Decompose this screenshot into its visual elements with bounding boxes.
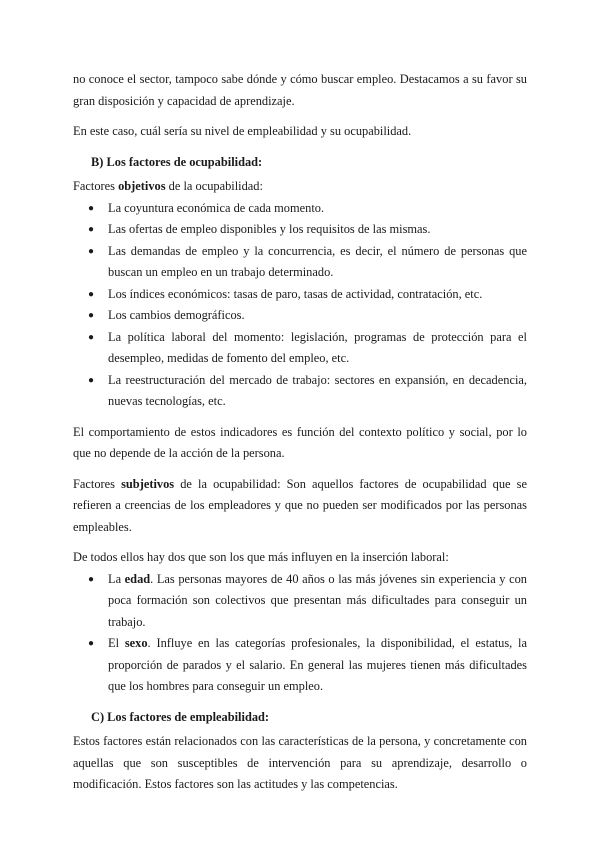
- bullet-icon: ●: [88, 331, 95, 343]
- list-item-text: Los cambios demográficos.: [108, 308, 245, 322]
- influence-list: [73, 569, 527, 698]
- bullet-icon: ●: [88, 638, 95, 649]
- bullet-icon: ●: [88, 374, 95, 386]
- objective-lead-pre: Factores: [73, 179, 119, 193]
- list-item-text: Las ofertas de empleo disponibles y los requisitos de las mismas.: [108, 222, 431, 236]
- bullet-icon: ●: [88, 202, 95, 214]
- bullet-icon: ●: [88, 245, 95, 257]
- bullet-icon: ●: [88, 224, 95, 235]
- list-item-text: La política laboral del momento: legislación, programas de protección para el desempleo, medidas de fomento del empleo, etc.: [108, 329, 527, 365]
- influence-pre: El: [108, 636, 125, 650]
- intro-paragraph: no conoce el sector, tampoco sabe dónde y cómo buscar empleo. Destacamos a su favor su gran disposición y capacidad de aprendizaje.: [73, 72, 527, 108]
- influence-pre: La: [108, 571, 125, 586]
- influence-post: . Influye en las categorías profesionales, la disponibilidad, el estatus, la proporción de parados y el salario. En general las mujeres tienen más dificultades que los hombres para conseguir un empleo.: [108, 636, 528, 693]
- influence-lead: De todos ellos hay dos que son los que más influyen en la inserción laboral:: [73, 550, 449, 564]
- list-item-text: Los índices económicos: tasas de paro, tasas de actividad, contratación, etc.: [108, 286, 483, 301]
- list-item: [73, 569, 527, 634]
- context-paragraph: El comportamiento de estos indicadores es función del contexto político y social, por lo que no depende de la acción de la persona.: [73, 424, 527, 460]
- objective-factors-lead: [73, 176, 527, 198]
- objective-lead-post: de la ocupabilidad:: [165, 179, 263, 193]
- influence-bold: edad: [124, 571, 151, 586]
- list-item: [73, 327, 527, 370]
- section-c-heading: C) Los factores de empleabilidad:: [91, 709, 270, 724]
- section-c-body: Estos factores están relacionados con las características de la persona, y concretamente con aquellas que son susceptibles de intervención para su aprendizaje, desarrollo o modificación. Estos factores son las actitudes y las competencias.: [73, 734, 527, 791]
- list-item: [73, 198, 527, 220]
- subjective-pre: Factores: [73, 476, 122, 491]
- list-item: [73, 305, 527, 327]
- list-item: [73, 219, 527, 241]
- list-item-text: Las demandas de empleo y la concurrencia, es decir, el número de personas que buscan un empleo en un trabajo determinado.: [108, 243, 527, 279]
- list-item: [73, 633, 527, 698]
- bullet-icon: ●: [88, 310, 95, 321]
- bullet-icon: ●: [88, 573, 95, 585]
- list-item-text: La coyuntura económica de cada momento.: [108, 200, 325, 215]
- page-content: [73, 69, 527, 796]
- influence-post: . Las personas mayores de 40 años o las más jóvenes sin experiencia y con poca formación son colectivos que presentan más dificultades para conseguir un trabajo.: [108, 571, 527, 629]
- list-item-text: La reestructuración del mercado de trabajo: sectores en expansión, en decadencia, nuevas tecnologías, etc.: [108, 372, 527, 408]
- objective-lead-bold: objetivos: [118, 179, 166, 193]
- list-item: [73, 241, 527, 284]
- subjective-bold: subjetivos: [121, 476, 175, 491]
- section-b-heading: B) Los factores de ocupabilidad:: [91, 154, 263, 169]
- objective-factors-list: [73, 198, 527, 413]
- subjective-factors-paragraph: [73, 474, 527, 539]
- list-item: [73, 370, 527, 413]
- subjective-post: de la ocupabilidad: Son aquellos factores de ocupabilidad que se refieren a creencias de los empleadores y que no pueden ser modificados por las personas empleables.: [73, 476, 527, 534]
- list-item: [73, 284, 527, 306]
- question-paragraph: En este caso, cuál sería su nivel de empleabilidad y su ocupabilidad.: [73, 124, 412, 138]
- bullet-icon: ●: [88, 288, 95, 300]
- influence-bold: sexo: [124, 636, 148, 650]
